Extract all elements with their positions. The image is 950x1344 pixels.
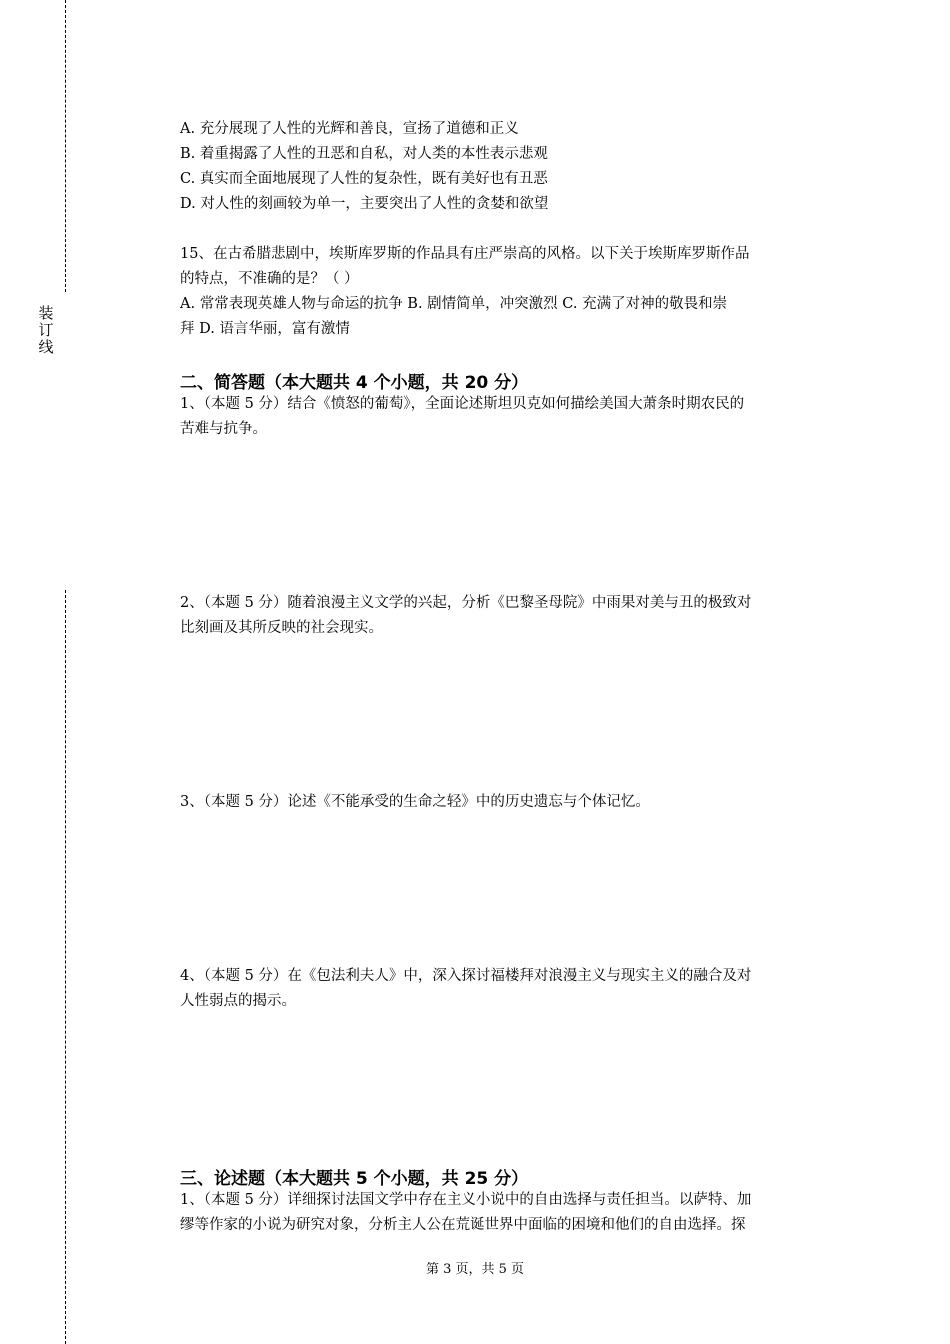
binding-label-char: 装	[38, 304, 54, 322]
question-line: 比刻画及其所反映的社会现实。	[180, 620, 383, 636]
question-line: 1、（本题 5 分）结合《愤怒的葡萄》，全面论述斯坦贝克如何描绘美国大萧条时期农民的	[180, 396, 745, 412]
question-line: 苦难与抗争。	[180, 421, 267, 437]
question-line: 1、（本题 5 分）详细探讨法国文学中存在主义小说中的自由选择与责任担当。以萨特、加	[180, 1192, 752, 1208]
question-line: 2、（本题 5 分）随着浪漫主义文学的兴起，分析《巴黎圣母院》中雨果对美与丑的极致对	[180, 595, 752, 611]
binding-label	[36, 305, 56, 356]
q14-option-d: D. 对人性的刻画较为单一，主要突出了人性的贪婪和欲望	[180, 196, 549, 212]
q14-options	[180, 117, 840, 217]
q15-options-line: A. 常常表现英雄人物与命运的抗争 B. 剧情简单，冲突激烈 C. 充满了对神的敬畏和崇	[180, 296, 728, 312]
binding-dashed-line-bottom	[65, 590, 66, 1344]
section2-question-2	[180, 591, 840, 641]
question-line: 人性弱点的揭示。	[180, 993, 296, 1009]
section2-question-1	[180, 392, 840, 442]
q15	[180, 242, 840, 342]
q14-option-b: B. 着重揭露了人性的丑恶和自私，对人类的本性表示悲观	[180, 146, 548, 162]
section2-question-4	[180, 964, 840, 1014]
q14-option-a: A. 充分展现了人性的光辉和善良，宣扬了道德和正义	[180, 121, 519, 137]
question-line: 4、（本题 5 分）在《包法利夫人》中，深入探讨福楼拜对浪漫主义与现实主义的融合及对	[180, 968, 752, 984]
section2-title: 二、简答题（本大题共 4 个小题，共 20 分）	[180, 373, 529, 393]
page-number: 第 3 页，共 5 页	[425, 1262, 525, 1277]
q15-options-line: 拜 D. 语言华丽，富有激情	[180, 321, 350, 337]
binding-label-char: 线	[38, 338, 54, 356]
question-line: 3、（本题 5 分）论述《不能承受的生命之轻》中的历史遗忘与个体记忆。	[180, 794, 650, 810]
q15-stem-line: 15、在古希腊悲剧中，埃斯库罗斯的作品具有庄严崇高的风格。以下关于埃斯库罗斯作品	[180, 246, 750, 262]
question-line: 缪等作家的小说为研究对象，分析主人公在荒诞世界中面临的困境和他们的自由选择。探	[180, 1217, 746, 1233]
binding-label-char: 订	[38, 321, 54, 339]
binding-dashed-line-top	[65, 0, 66, 292]
section2-question-3	[180, 790, 840, 815]
section3-title: 三、论述题（本大题共 5 个小题，共 25 分）	[180, 1169, 529, 1189]
q15-stem-line: 的特点，不准确的是？（ ）	[180, 271, 359, 287]
q14-option-c: C. 真实而全面地展现了人性的复杂性，既有美好也有丑恶	[180, 171, 548, 187]
section3-question-1	[180, 1188, 840, 1238]
